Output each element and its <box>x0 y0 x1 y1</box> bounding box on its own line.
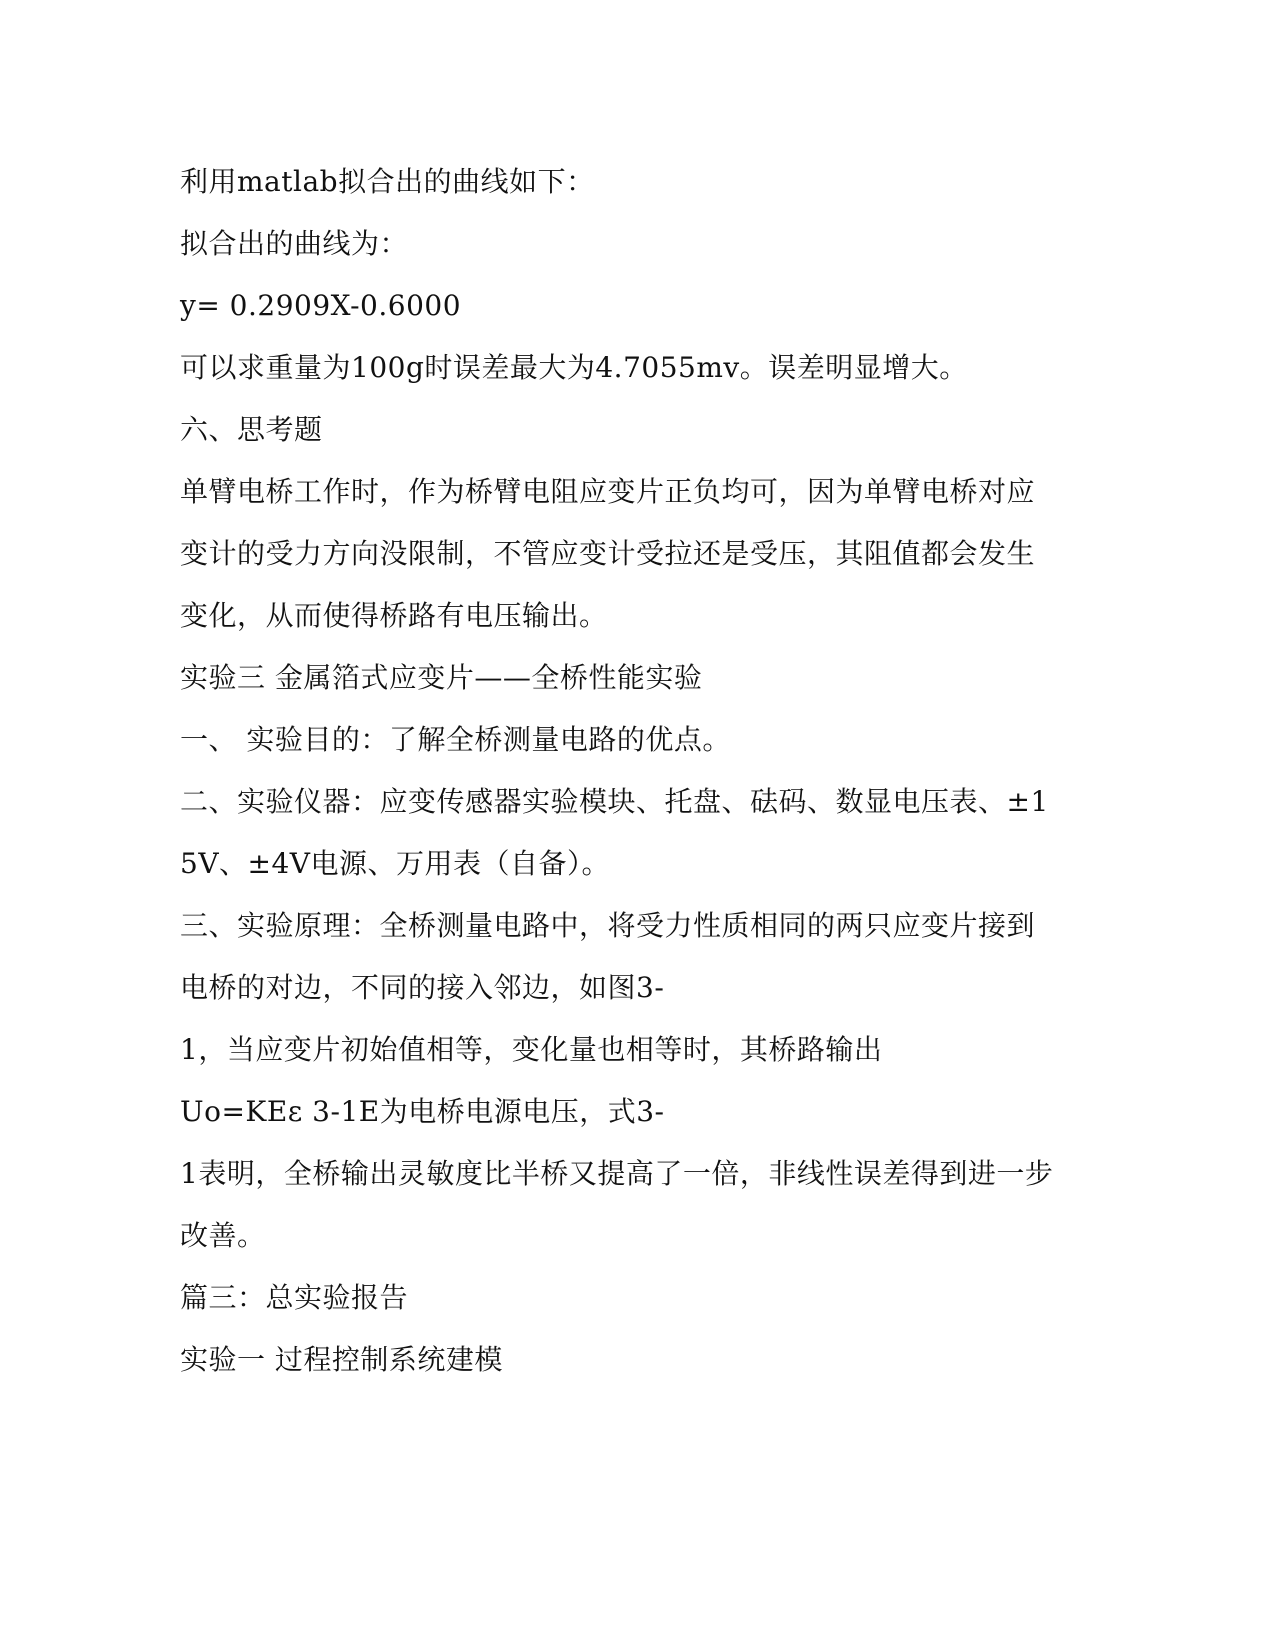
formula-line: Uo=KEε 3-1E为电桥电源电压，式3- <box>180 1095 665 1128</box>
text-line: 变计的受力方向没限制，不管应变计受拉还是受压，其阻值都会发生 <box>180 537 1036 570</box>
experiment-title: 实验三 金属箔式应变片——全桥性能实验 <box>180 661 703 694</box>
formula-line: y= 0.2909X-0.6000 <box>180 289 462 322</box>
text-line: 拟合出的曲线为： <box>180 227 409 260</box>
section-heading: 六、思考题 <box>180 413 323 446</box>
text-line: 可以求重量为100g时误差最大为4.7055mv。误差明显增大。 <box>180 351 968 384</box>
experiment-title: 实验一 过程控制系统建模 <box>180 1343 503 1376</box>
text-line: 利用matlab拟合出的曲线如下： <box>180 165 595 198</box>
text-line: 5V、±4V电源、万用表（自备）。 <box>180 847 611 880</box>
text-line: 改善。 <box>180 1219 266 1252</box>
text-line: 单臂电桥工作时，作为桥臂电阻应变片正负均可，因为单臂电桥对应 <box>180 475 1036 508</box>
text-line: 变化，从而使得桥路有电压输出。 <box>180 599 608 632</box>
text-line: 电桥的对边，不同的接入邻边，如图3- <box>180 971 665 1004</box>
text-line: 三、实验原理：全桥测量电路中，将受力性质相同的两只应变片接到 <box>180 909 1036 942</box>
text-line: 1，当应变片初始值相等，变化量也相等时，其桥路输出 <box>180 1033 883 1066</box>
section-heading: 篇三：总实验报告 <box>180 1281 409 1314</box>
text-line: 二、实验仪器：应变传感器实验模块、托盘、砝码、数显电压表、±1 <box>180 785 1049 818</box>
text-line: 一、 实验目的：了解全桥测量电路的优点。 <box>180 723 731 756</box>
text-line: 1表明，全桥输出灵敏度比半桥又提高了一倍，非线性误差得到进一步 <box>180 1157 1054 1190</box>
